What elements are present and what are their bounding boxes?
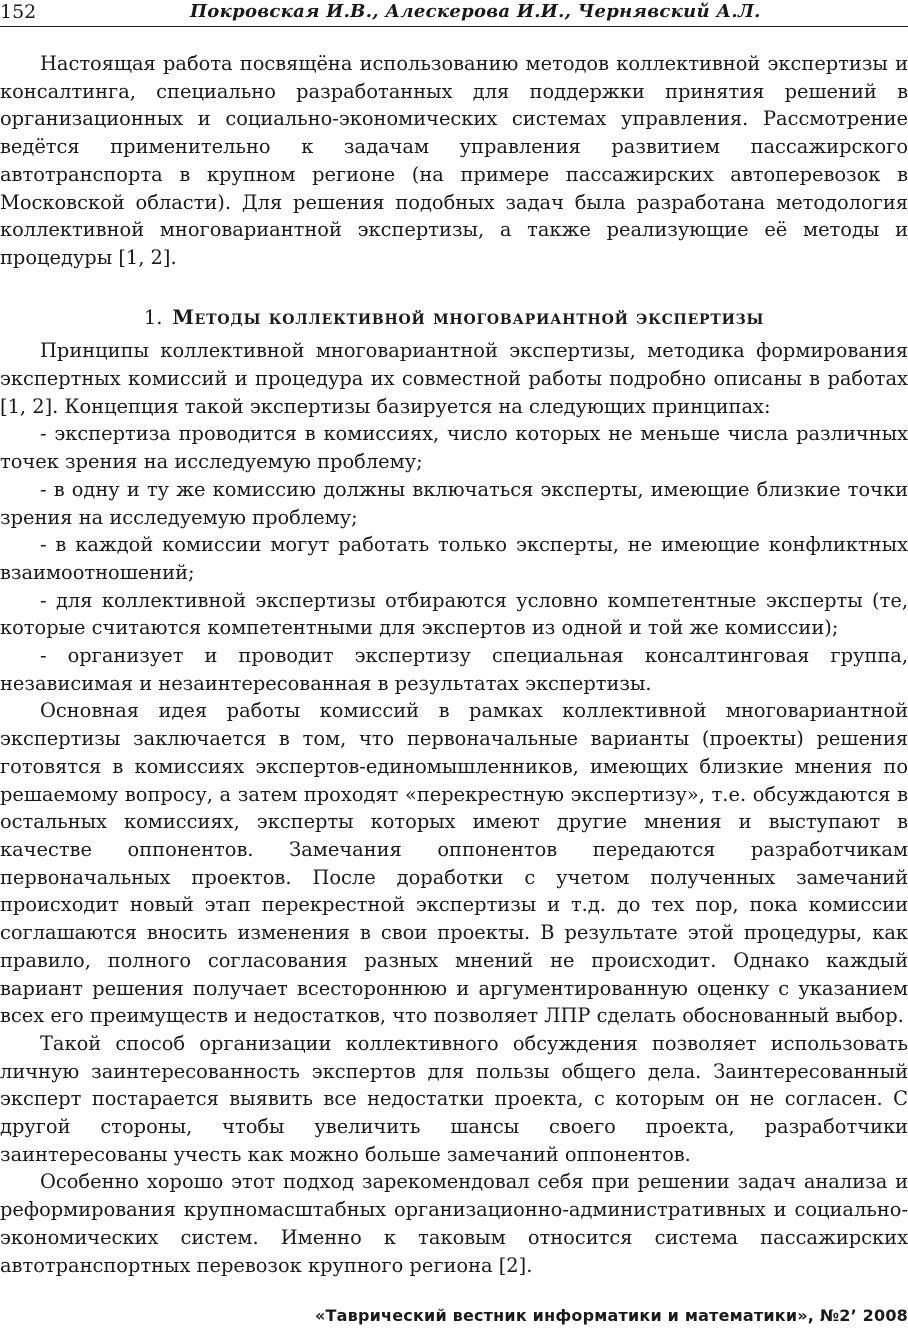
page-number: 152	[0, 1, 37, 23]
section-heading	[0, 304, 908, 332]
article-body	[0, 50, 908, 1279]
paragraph-main-idea: Основная идея работы комиссий в рамках коллективной многовариантной экспертизы заключается в том, что первоначальные варианты (проекты) решения готовятся в комиссиях экспертов-единомышленников, имеющих близкие мнения по решаемому вопросу, а затем проходят «перекрестную экспертизу», т.е. обсуждаются в остальных комиссиях, эксперты которых имеют другие мнения и выступают в качестве оппонентов. Замечания оппонентов передаются разработчикам первоначальных проектов. После доработки с учетом полученных замечаний происходит новый этап перекрестной экспертизы и т.д. до тех пор, пока комиссии соглашаются вносить изменения в свои проекты. В результате этой процедуры, как правило, полного согласования разных мнений не происходит. Однако каждый вариант решения получает всестороннюю и аргументированную оценку с указанием всех его преимуществ и недостатков, что позволяет ЛПР сделать обоснованный выбор.	[0, 699, 908, 1028]
section-title: Методы коллективной многовариантной экспертизы	[172, 305, 765, 329]
paragraph-principles-intro: Принципы коллективной многовариантной экспертизы, методика формирования экспертных комиссий и процедура их совместной работы подробно описаны в работах [1, 2]. Концепция такой экспертизы базируется на следующих принципах:	[0, 339, 908, 418]
list-item: - экспертиза проводится в комиссиях, число которых не меньше числа различных точек зрения на исследуемую проблему;	[0, 422, 908, 474]
paragraph-method: Такой способ организации коллективного обсуждения позволяет использовать личную заинтересованность экспертов для пользы общего дела. Заинтересованный эксперт постарается выявить все недостатки проекта, с которым он не согласен. С другой стороны, чтобы увеличить шансы своего проекта, разработчики заинтересованы учесть как можно больше замечаний оппонентов.	[0, 1031, 908, 1166]
list-item: - в одну и ту же комиссию должны включаться эксперты, имеющие близкие точки зрения на исследуемую проблему;	[0, 477, 908, 529]
journal-footer: «Таврический вестник информатики и математики», №2’ 2008	[315, 1306, 908, 1325]
list-item: - для коллективной экспертизы отбираются условно компетентные эксперты (те, которые считаются компетентными для экспертов из одной и той же комиссии);	[0, 588, 908, 640]
section-number: 1.	[143, 305, 163, 329]
page-header	[0, 0, 908, 27]
list-item: - в каждой комиссии могут работать только эксперты, не имеющие конфликтных взаимоотношений;	[0, 533, 908, 584]
paragraph-application: Особенно хорошо этот подход зарекомендовал себя при решении задач анализа и реформирования крупномасштабных организационно-административных и социально-экономических систем. Именно к таковым относится система пассажирских автотранспортных перевозок крупного региона [2].	[0, 1170, 908, 1277]
running-head-authors: Покровская И.В., Алескерова И.И., Чернявский А.Л.	[190, 1, 761, 22]
intro-paragraph: Настоящая работа посвящёна использованию методов коллективной экспертизы и консалтинга, специально разработанных для поддержки принятия решений в организационных и социально-экономических системах управления. Рассмотрение ведётся применительно к задачам управления развитием пассажирского автотранспорта в крупном регионе (на примере пассажирских автоперевозок в Московской области). Для решения подобных задач была разработана методология коллективной многовариантной экспертизы, а также реализующие её методы и процедуры [1, 2].	[0, 52, 908, 269]
list-item: - организует и проводит экспертизу специальная консалтинговая группа, независимая и незаинтересованная в результатах экспертизы.	[0, 644, 908, 695]
